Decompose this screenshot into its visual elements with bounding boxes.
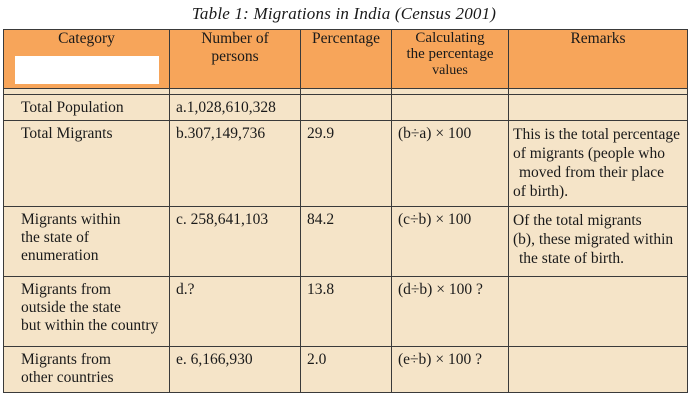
percentage-cell: 13.8 [301, 277, 392, 347]
remarks-cell [509, 207, 688, 277]
category-cell: Total Population [4, 95, 170, 121]
remark-line: of birth). [513, 183, 569, 200]
remarks-cell [509, 95, 688, 121]
category-cell [4, 207, 170, 277]
table-row [4, 277, 688, 347]
percentage-cell: 84.2 [301, 207, 392, 277]
blank-input-box [15, 56, 159, 84]
category-line: other countries [21, 369, 114, 386]
calc-cell [392, 95, 509, 121]
header-row [4, 30, 688, 89]
calc-cell: (e÷b) × 100 ? [392, 347, 509, 393]
number-cell: e. 6,166,930 [170, 347, 301, 393]
category-line: the state of [21, 229, 90, 246]
remark-line: of migrants (people who [513, 145, 665, 162]
category-line: enumeration [21, 247, 99, 264]
header-percentage-label: Percentage [312, 30, 380, 47]
number-cell: b.307,149,736 [170, 121, 301, 207]
remarks-cell [509, 277, 688, 347]
table-row [4, 207, 688, 277]
header-category-label: Category [58, 30, 115, 47]
header-number-line2: persons [211, 48, 259, 65]
calc-cell: (c÷b) × 100 [392, 207, 509, 277]
remark-line: the state of birth. [519, 250, 625, 267]
category-line: outside the state [21, 299, 121, 316]
table-caption: Table 1: Migrations in India (Census 2001) [191, 4, 497, 23]
header-calculating [392, 30, 509, 89]
migration-table [3, 29, 688, 393]
category-cell [4, 277, 170, 347]
number-cell: a.1,028,610,328 [170, 95, 301, 121]
header-calc-line3: values [432, 63, 468, 78]
percentage-cell [301, 95, 392, 121]
category-line: but within the country [21, 317, 159, 334]
number-cell: c. 258,641,103 [170, 207, 301, 277]
calc-cell: (d÷b) × 100 ? [392, 277, 509, 347]
table-row [4, 95, 688, 121]
category-line: Migrants within [21, 211, 121, 228]
category-line: Migrants from [21, 281, 111, 298]
category-line: Migrants from [21, 351, 111, 368]
remarks-cell [509, 347, 688, 393]
number-cell: d.? [170, 277, 301, 347]
percentage-cell: 2.0 [301, 347, 392, 393]
percentage-cell: 29.9 [301, 121, 392, 207]
header-remarks [509, 30, 688, 89]
calc-cell: (b÷a) × 100 [392, 121, 509, 207]
header-remarks-label: Remarks [570, 30, 626, 47]
header-calc-line2: the percentage [406, 46, 494, 62]
header-calc-line1: Calculating [415, 30, 485, 46]
header-category [4, 30, 170, 89]
category-cell [4, 347, 170, 393]
table-row [4, 121, 688, 207]
category-cell: Total Migrants [4, 121, 170, 207]
remark-line: (b), these migrated within [513, 231, 674, 248]
header-number-line1: Number of [201, 30, 269, 47]
header-percentage [301, 30, 392, 89]
remark-line: moved from their place [519, 164, 665, 181]
table-row [4, 347, 688, 393]
header-number [170, 30, 301, 89]
remarks-cell [509, 121, 688, 207]
remark-line: Of the total migrants [513, 212, 642, 229]
remark-line: This is the total percentage [513, 126, 680, 143]
